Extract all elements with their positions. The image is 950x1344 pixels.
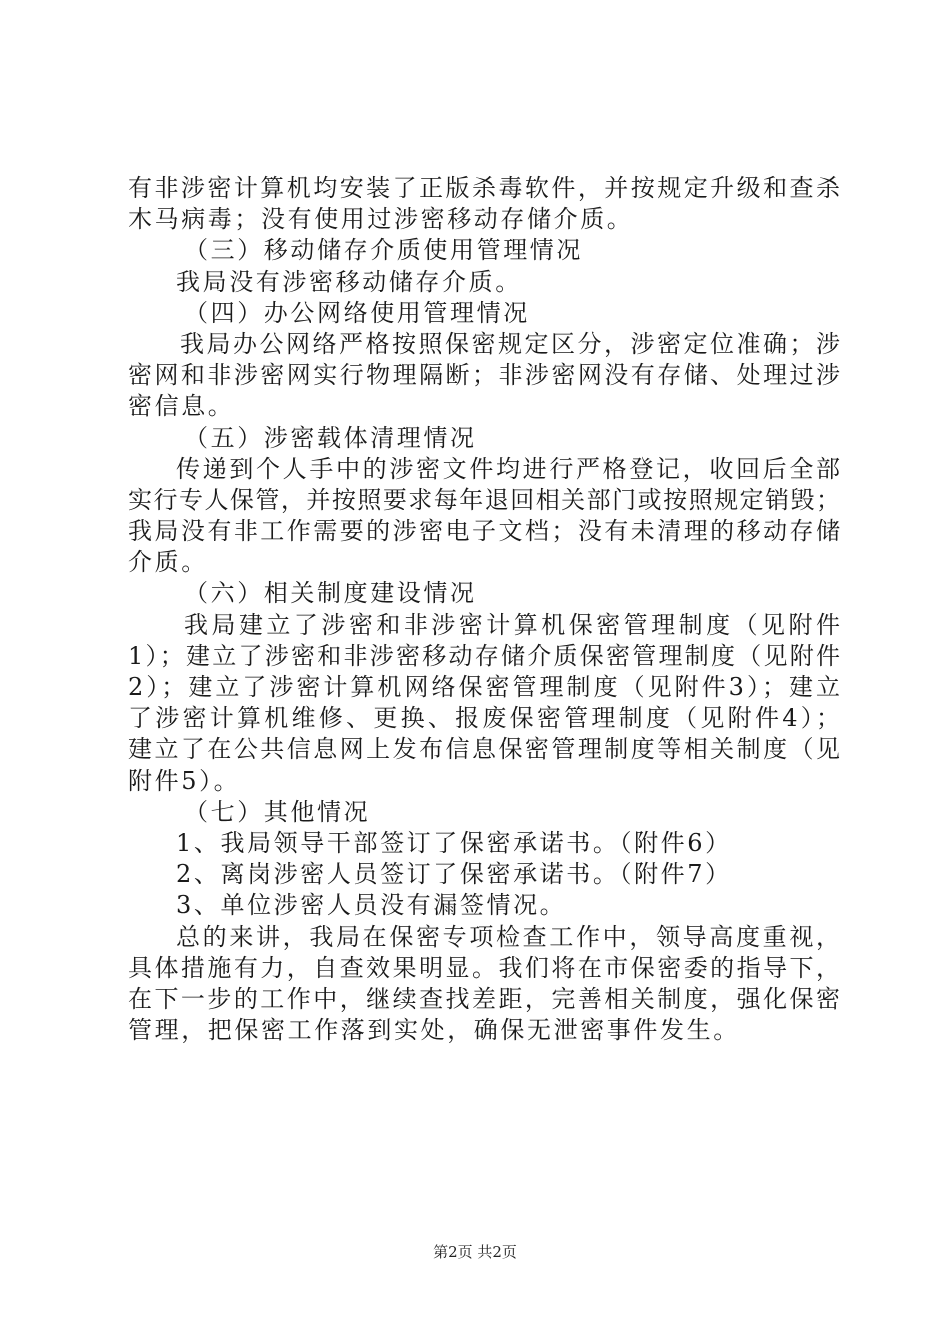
- list-item: 1、我局领导干部签订了保密承诺书。（附件6）: [176, 828, 732, 857]
- section-heading: （六）相关制度建设情况: [184, 579, 477, 608]
- body-line: 密网和非涉密网实行物理隔断；非涉密网没有存储、处理过涉: [128, 361, 840, 390]
- body-line: 我局没有涉密移动储存介质。: [176, 267, 522, 296]
- body-line: 我局办公网络严格按照保密规定区分，涉密定位准确；涉: [180, 329, 840, 358]
- body-line: 总的来讲，我局在保密专项检查工作中，领导高度重视，: [176, 922, 840, 951]
- body-line: 我局没有非工作需要的涉密电子文档；没有未清理的移动存储: [128, 517, 840, 546]
- section-heading: （三）移动储存介质使用管理情况: [184, 236, 583, 265]
- body-line: 1）；建立了涉密和非涉密移动存储介质保密管理制度（见附件: [128, 641, 840, 670]
- body-line: 管理，把保密工作落到实处，确保无泄密事件发生。: [128, 1016, 740, 1045]
- list-item: 2、离岗涉密人员签订了保密承诺书。（附件7）: [176, 860, 732, 889]
- body-line: 我局建立了涉密和非涉密计算机保密管理制度（见附件: [184, 610, 840, 639]
- body-line: 传递到个人手中的涉密文件均进行严格登记，收回后全部: [176, 454, 840, 483]
- body-line: 2）；建立了涉密计算机网络保密管理制度（见附件3）；建立: [128, 673, 840, 701]
- section-heading: （七）其他情况: [184, 797, 371, 826]
- body-line: 具体措施有力，自查效果明显。我们将在市保密委的指导下，: [128, 953, 840, 982]
- body-line: 附件5）。: [128, 766, 241, 795]
- body-line: 建立了在公共信息网上发布信息保密管理制度等相关制度（见: [128, 735, 840, 764]
- body-line: 密信息。: [128, 392, 235, 421]
- section-heading: （四）办公网络使用管理情况: [184, 298, 530, 327]
- body-line: 有非涉密计算机均安装了正版杀毒软件，并按规定升级和查杀: [128, 174, 840, 202]
- list-item: 3、单位涉密人员没有漏签情况。: [176, 891, 567, 920]
- document-body: [128, 173, 840, 1046]
- body-line: 介质。: [128, 548, 208, 577]
- body-line: 实行专人保管，并按照要求每年退回相关部门或按照规定销毁；: [128, 485, 840, 514]
- body-line: 在下一步的工作中，继续查找差距，完善相关制度，强化保密: [128, 984, 840, 1013]
- section-heading: （五）涉密载体清理情况: [184, 423, 477, 452]
- page-footer: 第2页 共2页: [433, 1243, 517, 1261]
- body-line: 木马病毒；没有使用过涉密移动存储介质。: [128, 205, 634, 234]
- body-line: 了涉密计算机维修、更换、报废保密管理制度（见附件4）；: [128, 704, 840, 733]
